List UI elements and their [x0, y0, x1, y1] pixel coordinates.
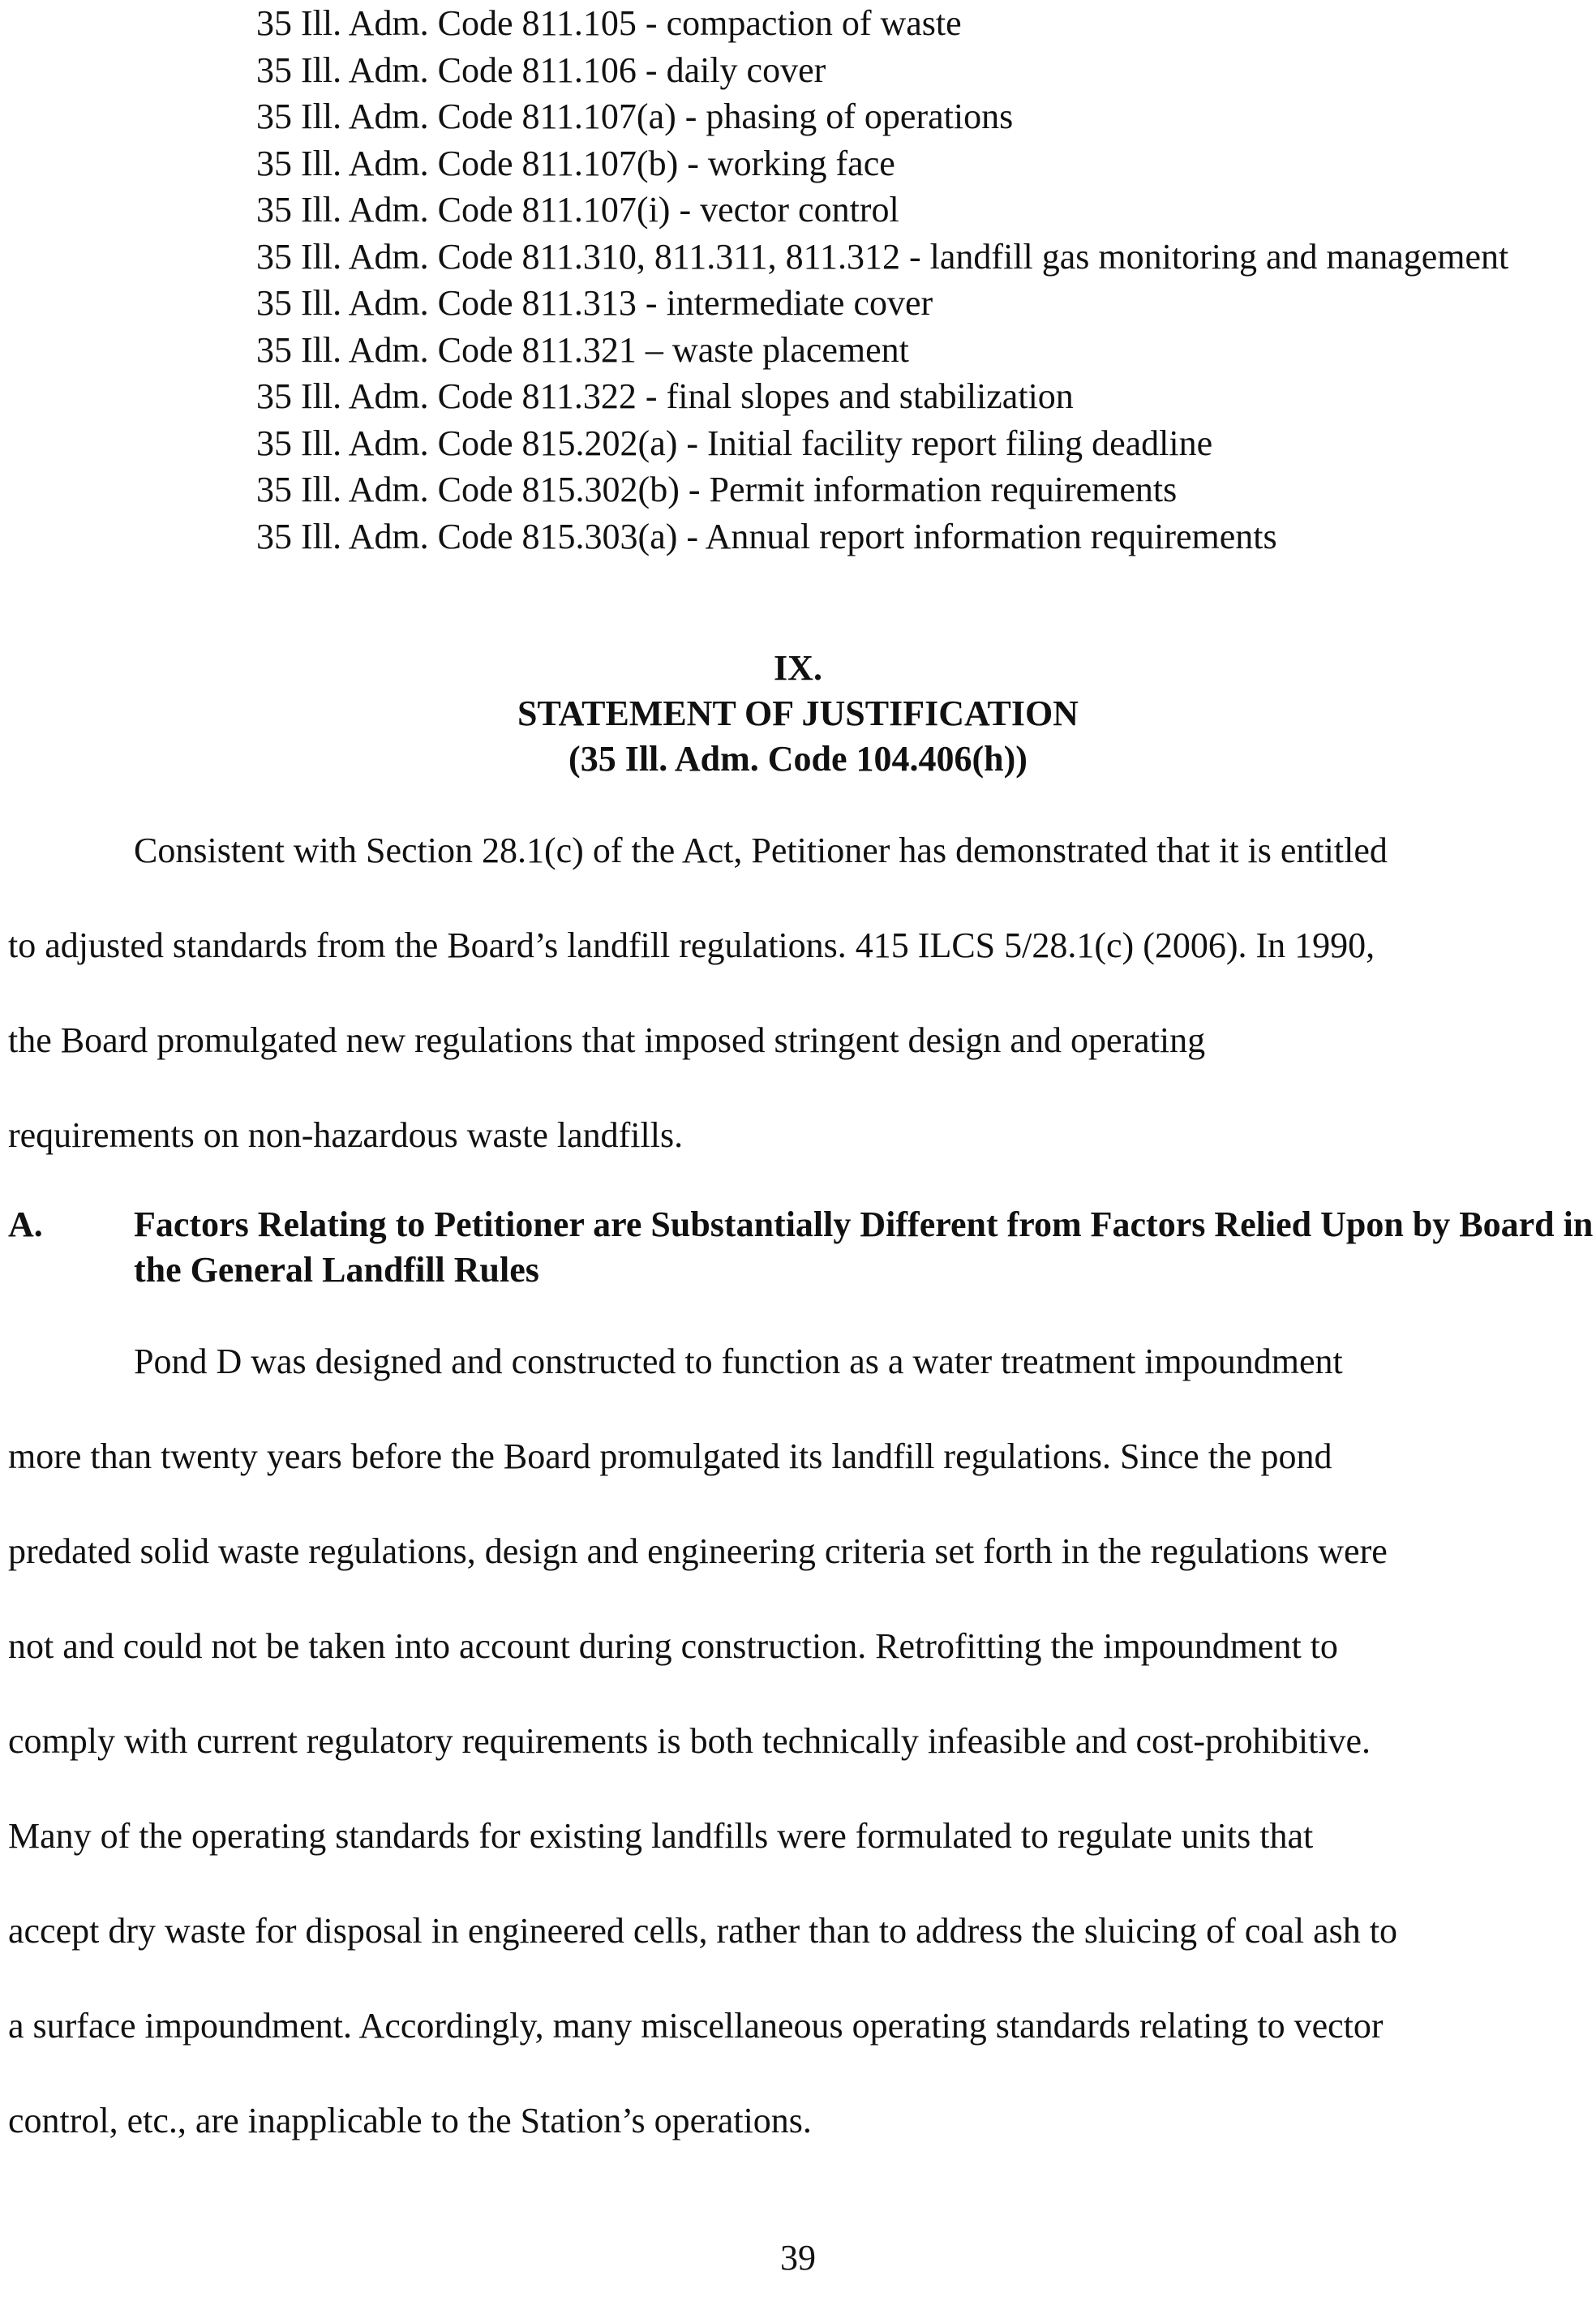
code-list-item: 35 Ill. Adm. Code 811.107(b) - working face: [256, 143, 895, 183]
code-list-item: 35 Ill. Adm. Code 811.321 – waste placement: [256, 329, 909, 370]
section-citation: (35 Ill. Adm. Code 104.406(h)): [568, 739, 1028, 779]
section-number: IX.: [774, 648, 822, 688]
code-list-item: 35 Ill. Adm. Code 811.106 - daily cover: [256, 49, 826, 90]
paragraph-line: more than twenty years before the Board promulgated its landfill regulations. Since the pond: [8, 1436, 1332, 1476]
subsection-title: Factors Relating to Petitioner are Substantially Different from Factors Relied Upon by Board in the General Landfill Rules: [134, 1204, 1594, 1290]
paragraph-line: a surface impoundment. Accordingly, many miscellaneous operating standards relating to vector: [8, 2006, 1384, 2046]
paragraph-line: predated solid waste regulations, design and engineering criteria set forth in the regulations were: [8, 1531, 1388, 1571]
code-list-item: 35 Ill. Adm. Code 815.202(a) - Initial facility report filing deadline: [256, 423, 1213, 463]
code-list-item: 35 Ill. Adm. Code 815.303(a) - Annual report information requirements: [256, 516, 1277, 556]
code-list-item: 35 Ill. Adm. Code 815.302(b) - Permit information requirements: [256, 470, 1178, 509]
code-list-item: 35 Ill. Adm. Code 811.107(i) - vector control: [256, 190, 899, 230]
code-list-item: 35 Ill. Adm. Code 811.107(a) - phasing of operations: [256, 97, 1014, 136]
paragraph-line: Consistent with Section 28.1(c) of the Act, Petitioner has demonstrated that it is entitled: [134, 831, 1388, 870]
code-list-item: 35 Ill. Adm. Code 811.322 - final slopes and stabilization: [256, 376, 1074, 416]
section-title: STATEMENT OF JUSTIFICATION: [517, 693, 1079, 733]
paragraph-line: Many of the operating standards for existing landfills were formulated to regulate units that: [8, 1816, 1314, 1856]
code-list-item: 35 Ill. Adm. Code 811.105 - compaction of waste: [256, 3, 962, 43]
subsection-letter: A.: [8, 1204, 43, 1244]
regulation-code-list: [256, 0, 1521, 560]
code-list-item: 35 Ill. Adm. Code 811.313 - intermediate cover: [256, 283, 933, 323]
section-heading: [0, 646, 1596, 782]
paragraph-line: accept dry waste for disposal in engineered cells, rather than to address the sluicing of coal ash to: [8, 1911, 1397, 1951]
paragraph-line: control, etc., are inapplicable to the Station’s operations.: [8, 2101, 812, 2140]
paragraph-line: to adjusted standards from the Board’s landfill regulations. 415 ILCS 5/28.1(c) (2006). In 1990,: [8, 925, 1375, 965]
justification-paragraph: [8, 803, 1590, 1183]
paragraph-line: comply with current regulatory requirements is both technically infeasible and cost-prohibitive.: [8, 1721, 1371, 1761]
paragraph-line: the Board promulgated new regulations that imposed stringent design and operating: [8, 1020, 1206, 1060]
paragraph-line: not and could not be taken into account during construction. Retrofitting the impoundment to: [8, 1626, 1338, 1666]
page-number: 39: [780, 2238, 816, 2278]
paragraph-line: requirements on non-hazardous waste landfills.: [8, 1115, 684, 1155]
code-list-item: 35 Ill. Adm. Code 811.310, 811.311, 811.312 - landfill gas monitoring and management: [256, 236, 1509, 277]
pond-d-paragraph: [8, 1314, 1590, 2168]
paragraph-line: Pond D was designed and constructed to function as a water treatment impoundment: [134, 1342, 1343, 1381]
